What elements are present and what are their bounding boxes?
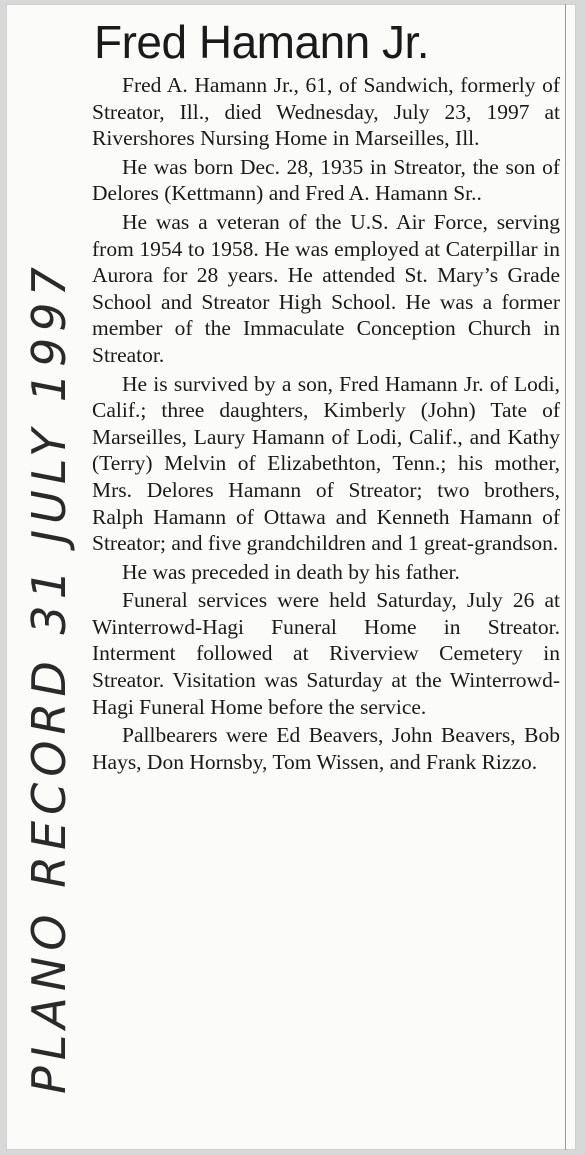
obituary-headline: Fred Hamann Jr. [94, 16, 430, 68]
obituary-clipping [6, 4, 576, 1150]
paragraph-services: Funeral services were held Saturday, July 26 at Winterrowd-Hagi Funeral Home in Streator. Interment followed at Riverview Cemetery in Streator. Visitation was Saturday at the Winterrowd-Hagi Funeral Home before the service. [92, 588, 560, 719]
paragraph-birth: He was born Dec. 28, 1935 in Streator, the son of Delores (Kettmann) and Fred A. Hamann Sr.. [92, 154, 560, 206]
handwritten-annotation: PLANO RECORD 31 JULY 1997 [22, 261, 76, 1094]
obituary-body [92, 72, 560, 777]
paragraph-death-notice: Fred A. Hamann Jr., 61, of Sandwich, formerly of Streator, Ill., died Wednesday, July 23, 1997 at Rivershores Nursing Home in Marseilles, Ill. [92, 73, 560, 151]
paragraph-preceded: He was preceded in death by his father. [122, 559, 460, 584]
paragraph-career: He was a veteran of the U.S. Air Force, serving from 1954 to 1958. He was employed at Caterpillar in Aurora for 28 years. He attended St. Mary’s Grade School and Streator High School. He was a former member of the Immaculate Conception Church in Streator. [92, 209, 560, 367]
clipping-edge-rule [565, 4, 566, 1150]
paragraph-pallbearers: Pallbearers were Ed Beavers, John Beavers, Bob Hays, Don Hornsby, Tom Wissen, and Frank Rizzo. [92, 723, 560, 774]
paragraph-survivors: He is survived by a son, Fred Hamann Jr. of Lodi, Calif.; three daughters, Kimberly (John) Tate of Marseilles, Laury Hamann of Lodi, Calif., and Kathy (Terry) Melvin of Elizabethton, Tenn.; his mother, Mrs. Delores Hamann of Streator; two brothers, Ralph Hamann of Ottawa and Kenneth Hamann of Streator; and five grandchildren and 1 great-grandson. [92, 371, 560, 556]
